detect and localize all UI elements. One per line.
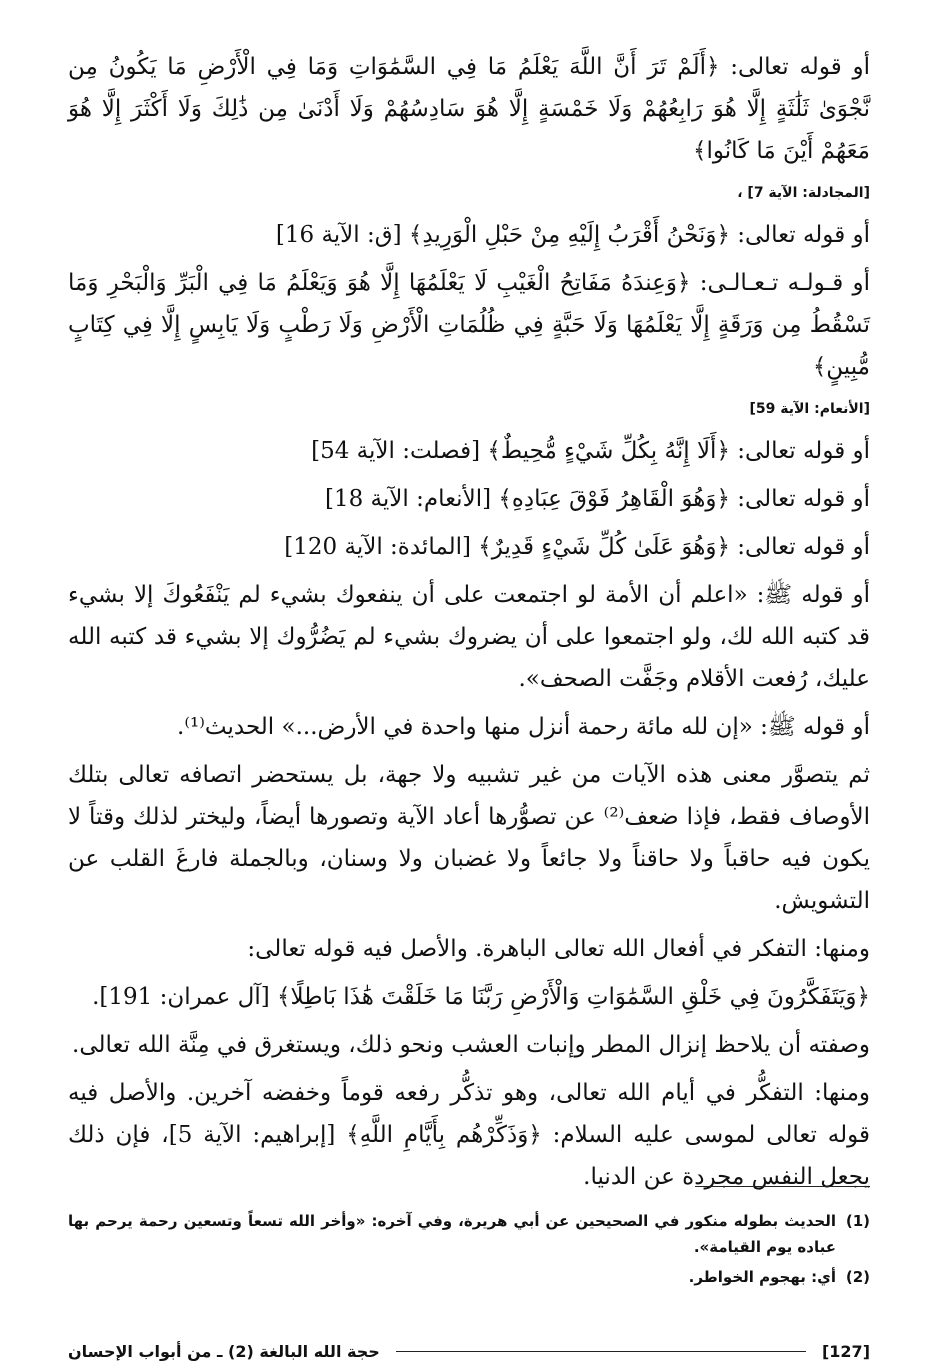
block-tafakkur-afal: ومنها: التفكر في أفعال الله تعالى الباهرة. والأصل فيه قوله تعالى:	[247, 936, 870, 962]
page	[68, 46, 870, 1361]
footnote-number: (1)	[845, 1212, 870, 1230]
footnote-2	[68, 1264, 870, 1290]
block-sifatuhu: وصفته أن يلاحظ إنزال المطر وإنبات العشب ونحو ذلك، ويستغرق في مِنَّة الله تعالى.	[72, 1032, 870, 1058]
block-qaf: أو قوله تعالى: ﴿وَنَحْنُ أَقْرَبُ إِلَيْهِ مِنْ حَبْلِ الْوَرِيدِ﴾ [ق: الآية 16]	[275, 222, 870, 248]
ref-almujadila: [المجادلة: الآية 7] ،	[737, 185, 870, 201]
footnote-divider	[695, 1186, 870, 1187]
footnote-text: أي: بهجوم الخواطر.	[688, 1268, 836, 1286]
running-footer	[68, 1342, 870, 1361]
footer-divider	[396, 1351, 806, 1352]
footnote-number: (2)	[845, 1268, 870, 1286]
block-ayyam-allah: ومنها: التفكُّر في أيام الله تعالى، وهو تذكُّر رفعه قوماً وخفضه آخرين. والأصل فيه قوله تعالى لموسى عليه السلام: ﴿وَذَكِّرْهُم بِأَيَّامِ اللَّهِ﴾ [إبراهيم: الآية 5]، فإن ذلك يجعل النفس مجردة عن الدنيا.	[68, 1080, 870, 1190]
block-tasawwur: ثم يتصوَّر معنى هذه الآيات من غير تشبيه ولا جهة، بل يستحضر اتصافه تعالى بتلك الأوصاف فقط، فإذا ضعف⁽²⁾ عن تصوُّرها أعاد الآية وتصورها أيضاً، وليختر لذلك وقتاً لا يكون فيه حاقباً ولا حاقناً ولا جائعاً ولا غضبان ولا وسنان، وبالجملة فارغَ القلب عن التشويش.	[68, 762, 870, 914]
block-anam-59: أو قـولـه تـعـالـى: ﴿وَعِندَهُ مَفَاتِحُ الْغَيْبِ لَا يَعْلَمُهَا إِلَّا هُوَ وَيَعْلَمُ مَا فِي الْبَرِّ وَالْبَحْرِ وَمَا تَسْقُطُ مِن وَرَقَةٍ إِلَّا يَعْلَمُهَا وَلَا حَبَّةٍ فِي ظُلُمَاتِ الْأَرْضِ وَلَا رَطْبٍ وَلَا يَابِسٍ إِلَّا فِي كِتَابٍ مُّبِينٍ﴾	[68, 270, 870, 380]
block-hadith-ummah: أو قوله ﷺ: «اعلم أن الأمة لو اجتمعت على أن ينفعوك بشيء لم يَنْفَعُوكَ إلا بشيء قد كتبه الله لك، ولو اجتمعوا على أن يضروك بشيء لم يَضُرُّوك إلا بشيء قد كتبه الله عليك، رُفعت الأقلام وجَفَّت الصحف».	[68, 582, 870, 692]
block-almujadila: أو قوله تعالى: ﴿أَلَمْ تَرَ أَنَّ اللَّهَ يَعْلَمُ مَا فِي السَّمَٰوَاتِ وَمَا فِي الْأَرْضِ مَا يَكُونُ مِن نَّجْوَىٰ ثَلَٰثَةٍ إِلَّا هُوَ رَابِعُهُمْ وَلَا خَمْسَةٍ إِلَّا هُوَ سَادِسُهُمْ وَلَا أَدْنَىٰ مِن ذَٰلِكَ وَلَا أَكْثَرَ إِلَّا هُوَ مَعَهُمْ أَيْنَ مَا كَانُوا﴾	[68, 54, 870, 164]
ref-anam-59: [الأنعام: الآية 59]	[749, 401, 870, 417]
block-anam-18: أو قوله تعالى: ﴿وَهُوَ الْقَاهِرُ فَوْقَ عِبَادِهِ﴾ [الأنعام: الآية 18]	[324, 486, 870, 512]
block-hadith-rahma: أو قوله ﷺ: «إن لله مائة رحمة أنزل منها واحدة في الأرض...» الحديث⁽¹⁾.	[177, 714, 870, 740]
footnotes	[68, 1208, 870, 1294]
block-al-imran: ﴿وَيَتَفَكَّرُونَ فِي خَلْقِ السَّمَٰوَاتِ وَالْأَرْضِ رَبَّنَا مَا خَلَقْتَ هَٰذَا بَاطِلًا﴾ [آل عمران: 191].	[92, 984, 870, 1010]
footnote-text: الحديث بطوله منكور في الصحيحين عن أبي هريرة، وفي آخره: «وأخر الله تسعاً وتسعين رحمة يرحم بها عباده يوم القيامة».	[68, 1212, 836, 1256]
book-title: حجة الله البالغة (2) ـ من أبواب الإحسان	[68, 1342, 380, 1361]
footnote-1	[68, 1208, 870, 1260]
block-fussilat: أو قوله تعالى: ﴿أَلَا إِنَّهُ بِكُلِّ شَيْءٍ مُّحِيطٌ﴾ [فصلت: الآية 54]	[311, 438, 870, 464]
page-number: [127]	[821, 1342, 870, 1361]
block-maida: أو قوله تعالى: ﴿وَهُوَ عَلَىٰ كُلِّ شَيْءٍ قَدِيرٌ﴾ [المائدة: الآية 120]	[284, 534, 870, 560]
